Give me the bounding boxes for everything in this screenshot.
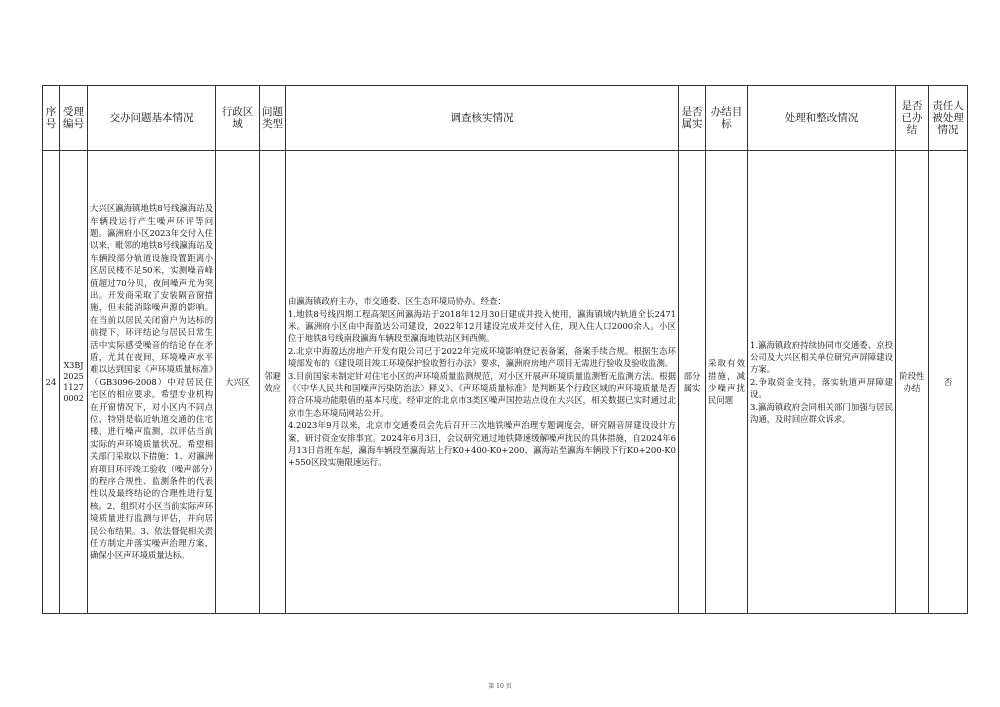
header-row <box>43 86 968 151</box>
verify-paragraph: 4.2023年9月以来，北京市交通委员会先后召开三次地铁噪声治理专题调度会，研究隔音屏建设设计方案，研讨资金安排事宜。2024年6月3日，会议研究通过地铁降速缓解噪声扰民的具体措施，自2024年6月13日首班车起，瀛海车辆段至瀛海站上行K0+400-K0+200、瀛海站至瀛海车辆段下行K0+200-K0+550区段实施限速运行。 <box>288 420 676 468</box>
cell-accept-no: X3BJ20251127 0002 <box>60 151 88 614</box>
header-accountable: 责任人被处理情况 <box>929 86 968 151</box>
cell-district: 大兴区 <box>216 151 260 614</box>
cell-accountable: 否 <box>929 151 968 614</box>
cell-true: 部分属实 <box>679 151 706 614</box>
cell-verify <box>286 151 679 614</box>
header-district: 行政区域 <box>216 86 260 151</box>
cell-type: 邻避效应 <box>260 151 286 614</box>
handling-item: 3.瀛海镇政府会同相关部门加强与居民沟通，及时回应群众诉求。 <box>750 401 893 425</box>
verify-paragraph: 2.北京中海盈达房地产开发有限公司已于2022年完成环境影响登记表备案，备案手续合规。根据生态环境部发布的《建设项目竣工环境保护验收暂行办法》要求，瀛洲府房地产项目无需进行验收及验收监测。 <box>288 345 676 369</box>
header-issue: 交办问题基本情况 <box>88 86 216 151</box>
header-verify: 调查核实情况 <box>286 86 679 151</box>
header-handling: 处理和整改情况 <box>748 86 896 151</box>
header-true: 是否属实 <box>679 86 706 151</box>
header-accept-no: 受理编号 <box>60 86 88 151</box>
cell-handling <box>748 151 896 614</box>
page-number: 第 10 页 <box>488 683 512 690</box>
report-table <box>42 85 968 614</box>
cell-goal: 采取有效措施，减少噪声扰民问题 <box>706 151 748 614</box>
header-closed: 是否已办结 <box>896 86 929 151</box>
cell-closed: 阶段性办结 <box>896 151 929 614</box>
verify-paragraph: 3.目前国家未制定针对住宅小区的声环境质量监测规范，对小区开展声环境质量监测暂无监测方法。根据《〈中华人民共和国噪声污染防治法〉释义》、《声环境质量标准》是判断某个行政区域的声环境质量是否符合环境功能限值的基本尺度。经审定的北京市3类区噪声国控站点设在大兴区，相关数据已实时通过北京市生态环境局网站公开。 <box>288 370 676 418</box>
handling-item: 1.瀛海镇政府持续协同市交通委、京投公司及大兴区相关单位研究声屏障建设方案。 <box>750 339 893 375</box>
verify-paragraph: 由瀛海镇政府主办，市交通委、区生态环境局协办。经查： <box>288 296 506 307</box>
header-seq: 序号 <box>43 86 60 151</box>
cell-seq: 24 <box>43 151 60 614</box>
verify-paragraph: 1.地铁8号线四期工程高架区间瀛海站于2018年12月30日建成并投入使用，瀛海镇域内轨道全长2471米。瀛洲府小区由中海盈达公司建设，2022年12月建设完成并交付入住，现入住人口2000余人。小区位于地铁8号线南段瀛海车辆段至瀛海地铁站区间西侧。 <box>288 308 676 344</box>
handling-item: 2.争取资金支持，落实轨道声屏障建设。 <box>750 376 893 400</box>
cell-issue: 大兴区瀛海镇地铁8号线瀛海站及车辆段运行产生噪声环评等问题。瀛洲府小区2023年交付入住以来，毗邻的地铁8号线瀛海站及车辆段部分轨道设施设置距离小区居民楼不足50米，实测噪音峰值超过70分贝，夜间噪声尤为突出。开发商采取了安装隔音窗措施，但未能消除噪声源的影响。在当前以居民关闭窗户为达标的前提下，环评结论与居民日常生活中实际感受噪音的结论存在矛盾，尤其在夜间，环境噪声水平难以达到国家《声环境质量标准》（GB3096-2008）中对居民住宅区的相应要求。希望专业机构在开窗情况下，对小区内不同点位，特别是临近轨道交通的住宅楼，进行噪声监测，以评估当前实际的声环境质量状况。希望相关部门采取以下措施：1、对瀛洲府项目环评竣工验收（噪声部分）的程序合规性、监测条件的代表性以及最终结论的合理性进行复核。2、组织对小区当前实际声环境质量进行监测与评估，并向居民公布结果。3、依法督促相关责任方制定并落实噪声治理方案，确保小区声环境质量达标。 <box>88 151 216 614</box>
header-goal: 办结目标 <box>706 86 748 151</box>
table-row <box>43 151 968 614</box>
header-type: 问题类型 <box>260 86 286 151</box>
